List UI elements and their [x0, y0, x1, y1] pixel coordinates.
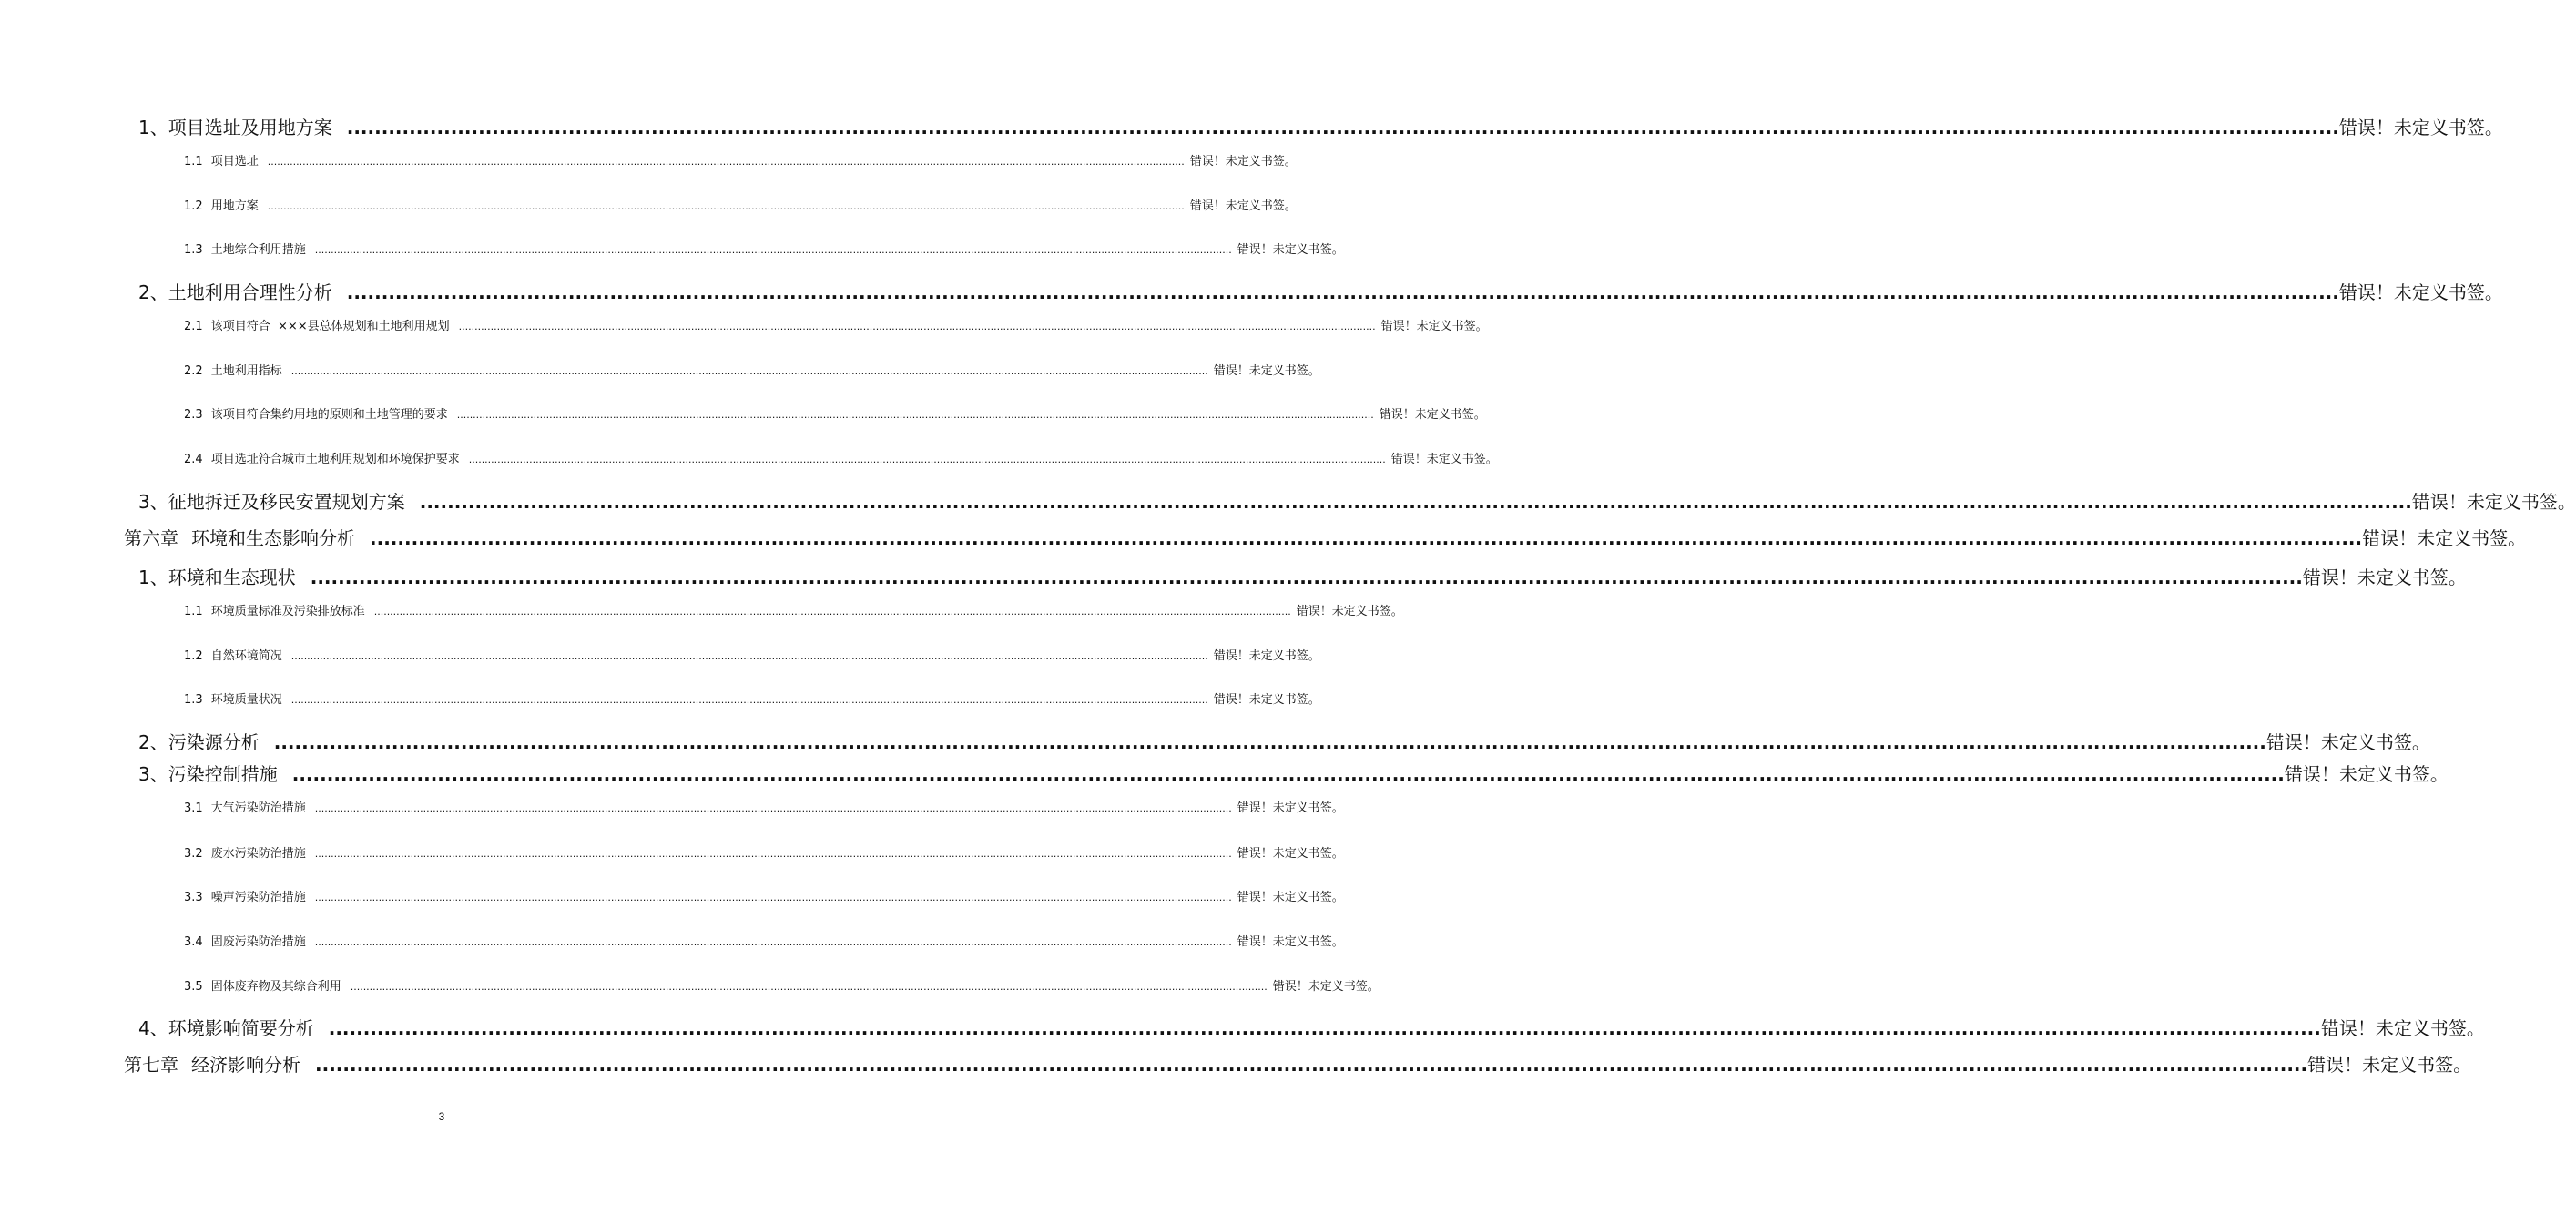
toc-entry[interactable]: [138, 728, 2430, 753]
toc-leader-dots: ................................................................................................................................................................................................................................................................................................: [273, 731, 2266, 753]
toc-leader-dots: ................................................................................................................................................................................................................................................................................................: [314, 936, 1232, 948]
toc-entry[interactable]: [138, 487, 2576, 513]
toc-page-ref: 错误！未定义书签。: [1272, 980, 1380, 994]
toc-page-ref: 错误！未定义书签。: [1189, 155, 1297, 168]
toc-number: 1、: [138, 567, 168, 588]
toc-number: 2.2: [184, 364, 203, 378]
toc-leader-dots: ................................................................................................................................................................................................................................................................................................: [290, 365, 1208, 377]
toc-page-ref: 错误！未定义书签。: [2362, 527, 2527, 549]
toc-number: 第六章: [124, 527, 178, 549]
toc-title: 征地拆迁及移民安置规划方案: [168, 491, 405, 513]
toc-chapter[interactable]: [124, 524, 2527, 549]
toc-leader-dots: ................................................................................................................................................................................................................................................................................................: [291, 763, 2285, 785]
toc-page-ref: 错误！未定义书签。: [2320, 1017, 2485, 1039]
toc-subentry[interactable]: [184, 646, 1320, 664]
toc-page-ref: 错误！未定义书签。: [2338, 117, 2503, 138]
toc-title: 项目选址符合城市土地利用规划和环境保护要求: [210, 453, 460, 466]
toc-number: 3.5: [184, 980, 203, 994]
toc-number: 1.3: [184, 693, 203, 707]
toc-title: 固体废弃物及其综合利用: [210, 980, 341, 994]
toc-leader-dots: ................................................................................................................................................................................................................................................................................................: [350, 981, 1268, 993]
toc-page-ref: 错误！未定义书签。: [2338, 281, 2503, 303]
toc-page-ref: 错误！未定义书签。: [1237, 935, 1344, 949]
toc-subentry[interactable]: [184, 843, 1344, 862]
page-number: 3: [438, 1110, 445, 1123]
toc-entry[interactable]: [138, 563, 2467, 588]
toc-leader-dots: ................................................................................................................................................................................................................................................................................................: [468, 454, 1386, 465]
toc-subentry[interactable]: [184, 404, 1486, 423]
toc-subentry[interactable]: [184, 361, 1320, 379]
toc-subentry[interactable]: [184, 316, 1488, 334]
toc-number: 3、: [138, 763, 168, 785]
toc-number: 3.4: [184, 935, 203, 949]
toc-subentry[interactable]: [184, 798, 1344, 816]
toc-subentry[interactable]: [184, 601, 1403, 619]
toc-leader-dots: ................................................................................................................................................................................................................................................................................................: [373, 606, 1291, 618]
toc-leader-dots: ................................................................................................................................................................................................................................................................................................: [290, 650, 1208, 662]
toc-leader-dots: ................................................................................................................................................................................................................................................................................................: [315, 1054, 2308, 1076]
toc-leader-dots: ................................................................................................................................................................................................................................................................................................: [314, 244, 1232, 256]
toc-title: 项目选址: [210, 155, 259, 168]
toc-title: 自然环境简况: [210, 649, 282, 663]
toc-page-ref: 错误！未定义书签。: [1213, 693, 1320, 707]
toc-number: 2.3: [184, 408, 203, 422]
toc-title: 土地综合利用措施: [210, 243, 306, 257]
toc-page-ref: 错误！未定义书签。: [2411, 491, 2576, 513]
toc-title: 土地利用合理性分析: [168, 281, 332, 303]
toc-number: 1.2: [184, 649, 203, 663]
toc-title: 用地方案: [210, 199, 259, 213]
toc-subentry[interactable]: [184, 449, 1498, 467]
toc-entry[interactable]: [138, 760, 2449, 785]
toc-number: 1.1: [184, 155, 203, 168]
toc-entry[interactable]: [138, 278, 2503, 303]
toc-page-ref: 错误！未定义书签。: [1379, 408, 1486, 422]
toc-number: 2、: [138, 281, 168, 303]
toc-number: 1、: [138, 117, 168, 138]
toc-subentry[interactable]: [184, 196, 1297, 214]
toc-leader-dots: ................................................................................................................................................................................................................................................................................................: [314, 848, 1232, 860]
toc-leader-dots: ................................................................................................................................................................................................................................................................................................: [267, 200, 1185, 212]
toc-number: 3.2: [184, 847, 203, 861]
toc-subentry[interactable]: [184, 240, 1344, 258]
toc-page-ref: 错误！未定义书签。: [2302, 567, 2467, 588]
toc-leader-dots: ................................................................................................................................................................................................................................................................................................: [328, 1017, 2321, 1039]
toc-leader-dots: ................................................................................................................................................................................................................................................................................................: [346, 281, 2339, 303]
toc-leader-dots: ................................................................................................................................................................................................................................................................................................: [419, 491, 2412, 513]
toc-subentry[interactable]: [184, 689, 1320, 708]
toc-number: 1.2: [184, 199, 203, 213]
toc-number: 1.1: [184, 605, 203, 618]
toc-page-ref: 错误！未定义书签。: [1237, 243, 1344, 257]
toc-number: 3.1: [184, 801, 203, 815]
toc-page-ref: 错误！未定义书签。: [1237, 891, 1344, 904]
toc-title: 环境和生态现状: [168, 567, 296, 588]
toc-title: 该项目符合 ×××县总体规划和土地利用规划: [210, 320, 450, 333]
toc-leader-dots: ................................................................................................................................................................................................................................................................................................: [267, 156, 1185, 168]
toc-entry[interactable]: [138, 1014, 2485, 1039]
toc-entry[interactable]: [138, 113, 2503, 138]
toc-leader-dots: ................................................................................................................................................................................................................................................................................................: [290, 694, 1208, 706]
toc-title: 废水污染防治措施: [210, 847, 306, 861]
toc-number: 2.4: [184, 453, 203, 466]
toc-title: 噪声污染防治措施: [210, 891, 306, 904]
toc-leader-dots: ................................................................................................................................................................................................................................................................................................: [370, 527, 2363, 549]
toc-chapter[interactable]: [124, 1050, 2472, 1076]
toc-number: 3、: [138, 491, 168, 513]
toc-number: 2、: [138, 731, 168, 753]
toc-number: 1.3: [184, 243, 203, 257]
toc-page-ref: 错误！未定义书签。: [1296, 605, 1403, 618]
toc-subentry[interactable]: [184, 976, 1380, 995]
toc-page-ref: 错误！未定义书签。: [1189, 199, 1297, 213]
toc-title: 环境影响简要分析: [168, 1017, 314, 1039]
toc-page-ref: 错误！未定义书签。: [2265, 731, 2430, 753]
toc-page-ref: 错误！未定义书签。: [1213, 649, 1320, 663]
toc-number: 4、: [138, 1017, 168, 1039]
toc-title: 固废污染防治措施: [210, 935, 306, 949]
toc-subentry[interactable]: [184, 887, 1344, 905]
toc-leader-dots: ................................................................................................................................................................................................................................................................................................: [458, 321, 1376, 332]
toc-leader-dots: ................................................................................................................................................................................................................................................................................................: [456, 409, 1374, 421]
toc-leader-dots: ................................................................................................................................................................................................................................................................................................: [346, 117, 2339, 138]
toc-leader-dots: ................................................................................................................................................................................................................................................................................................: [314, 802, 1232, 814]
toc-page-ref: 错误！未定义书签。: [2307, 1054, 2472, 1076]
toc-title: 环境和生态影响分析: [191, 527, 355, 549]
toc-subentry[interactable]: [184, 932, 1344, 950]
toc-leader-dots: ................................................................................................................................................................................................................................................................................................: [314, 892, 1232, 903]
toc-leader-dots: ................................................................................................................................................................................................................................................................................................: [310, 567, 2303, 588]
toc-title: 项目选址及用地方案: [168, 117, 332, 138]
toc-title: 环境质量标准及污染排放标准: [210, 605, 365, 618]
toc-page-ref: 错误！未定义书签。: [1237, 847, 1344, 861]
toc-page-ref: 错误！未定义书签。: [1213, 364, 1320, 378]
toc-title: 大气污染防治措施: [210, 801, 306, 815]
toc-number: 2.1: [184, 320, 203, 333]
toc-subentry[interactable]: [184, 151, 1297, 169]
toc-title: 该项目符合集约用地的原则和土地管理的要求: [210, 408, 448, 422]
toc-title: 污染源分析: [168, 731, 260, 753]
toc-page-ref: 错误！未定义书签。: [2284, 763, 2449, 785]
toc-title: 污染控制措施: [168, 763, 278, 785]
toc-number: 第七章: [124, 1054, 178, 1076]
toc-page-ref: 错误！未定义书签。: [1390, 453, 1498, 466]
toc-number: 3.3: [184, 891, 203, 904]
toc-title: 环境质量状况: [210, 693, 282, 707]
toc-title: 土地利用指标: [210, 364, 282, 378]
toc-page-ref: 错误！未定义书签。: [1237, 801, 1344, 815]
toc-title: 经济影响分析: [191, 1054, 300, 1076]
toc-page-ref: 错误！未定义书签。: [1380, 320, 1488, 333]
